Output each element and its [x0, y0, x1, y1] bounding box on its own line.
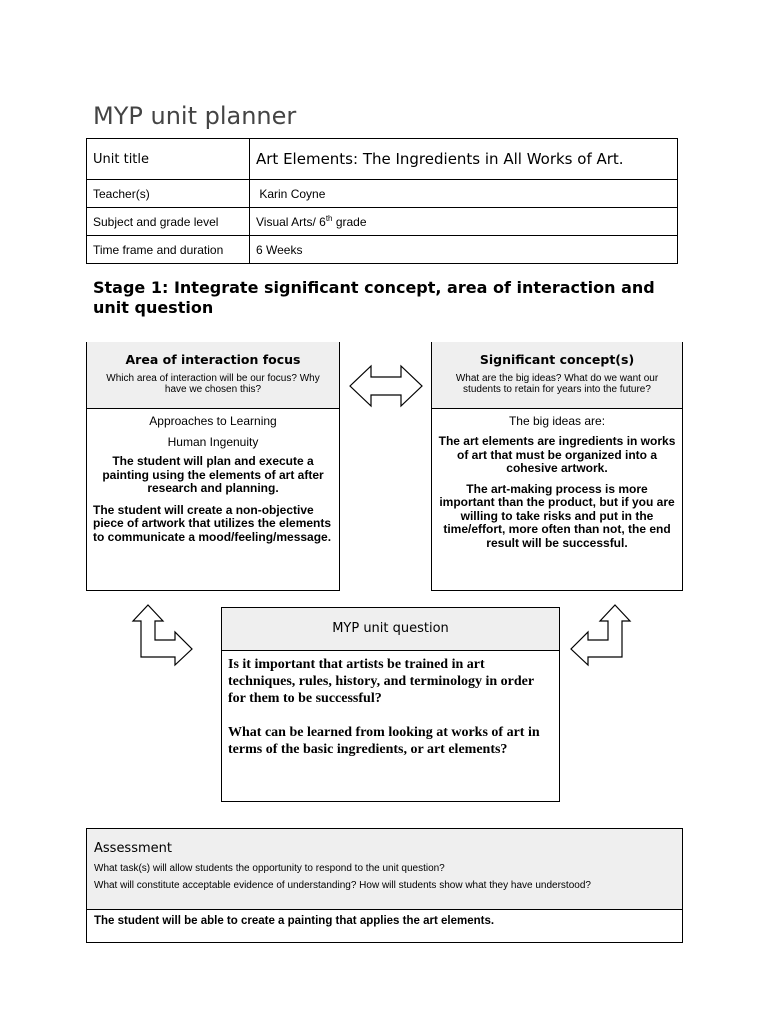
aoi-para1: The student will plan and execute a painting using the elements of art after research and planning.: [102, 454, 324, 495]
teacher-label: Teacher(s): [87, 180, 250, 208]
significant-concepts-header: [432, 342, 682, 409]
unit-question-2: What can be learned from looking at works of art in terms of the basic ingredients, or art elements?: [228, 725, 540, 757]
subject-value: [250, 208, 678, 236]
sig-intro: The big ideas are:: [508, 414, 606, 428]
teacher-value: [250, 180, 678, 208]
timeframe-value: 6 Weeks: [250, 236, 678, 264]
significant-concepts-box: [431, 342, 683, 591]
page-title: [93, 102, 296, 130]
bent-arrow-left-icon: [132, 604, 194, 666]
significant-concepts-title: Significant concept(s): [479, 352, 635, 367]
unit-title-value: Art Elements: The Ingredients in All Works of Art.: [250, 139, 678, 180]
unit-question-box: [221, 607, 560, 802]
table-row: [87, 236, 678, 264]
bent-arrow-right-icon: [569, 604, 631, 666]
sig-para1: The art elements are ingredients in works of art that must be organized into a cohesive artwork.: [438, 434, 676, 475]
aoi-line2: Human Ingenuity: [167, 435, 259, 449]
sig-para2: The art-making process is more important than the product, but if you are willing to take risks and put in the time/effort, more often than not, the end result will be successful.: [439, 481, 675, 550]
area-of-interaction-title: Area of interaction focus: [125, 352, 301, 367]
subject-value-main: Visual Arts/ 6: [256, 215, 326, 229]
subject-label: Subject and grade level: [87, 208, 250, 236]
area-of-interaction-prompt: Which area of interaction will be our focus? Why have we chosen this?: [106, 373, 320, 395]
assessment-box: [86, 828, 683, 943]
unit-question-title: MYP unit question: [332, 621, 449, 636]
assessment-question-2: What will constitute acceptable evidence of understanding? How will students show what they have understood?: [94, 880, 591, 891]
assessment-question-1: What task(s) will allow students the opportunity to respond to the unit question?: [94, 863, 445, 874]
significant-concepts-prompt: What are the big ideas? What do we want our students to retain for years into the future?: [455, 373, 659, 395]
page-title-strong: MYP: [93, 102, 143, 130]
assessment-title: Assessment: [94, 841, 172, 856]
table-row: [87, 139, 678, 180]
stage-heading: Stage 1: Integrate significant concept, area of interaction and unit question: [93, 278, 655, 317]
unit-question-1: Is it important that artists be trained in art techniques, rules, history, and terminology in order for them to be successful?: [228, 657, 534, 706]
subject-value-sup: th: [325, 214, 333, 223]
area-of-interaction-box: [86, 342, 340, 591]
teacher-name: Karin Coyne: [259, 186, 326, 201]
unit-title-label: Unit title: [87, 139, 250, 180]
aoi-para2: The student will create a non-objective piece of artwork that utilizes the elements to communicate a mood/feeling/message.: [93, 502, 332, 544]
subject-value-tail: grade: [332, 215, 367, 229]
assessment-answer: The student will be able to create a painting that applies the art elements.: [94, 915, 495, 927]
unit-info-table: [86, 138, 678, 264]
timeframe-label: Time frame and duration: [87, 236, 250, 264]
assessment-header: [87, 829, 682, 910]
double-arrow-icon: [349, 364, 423, 408]
unit-question-header: [222, 608, 559, 651]
aoi-line1: Approaches to Learning: [149, 414, 277, 428]
table-row: [87, 180, 678, 208]
table-row: [87, 208, 678, 236]
page-title-rest: unit planner: [150, 102, 297, 130]
area-of-interaction-header: [87, 342, 339, 409]
